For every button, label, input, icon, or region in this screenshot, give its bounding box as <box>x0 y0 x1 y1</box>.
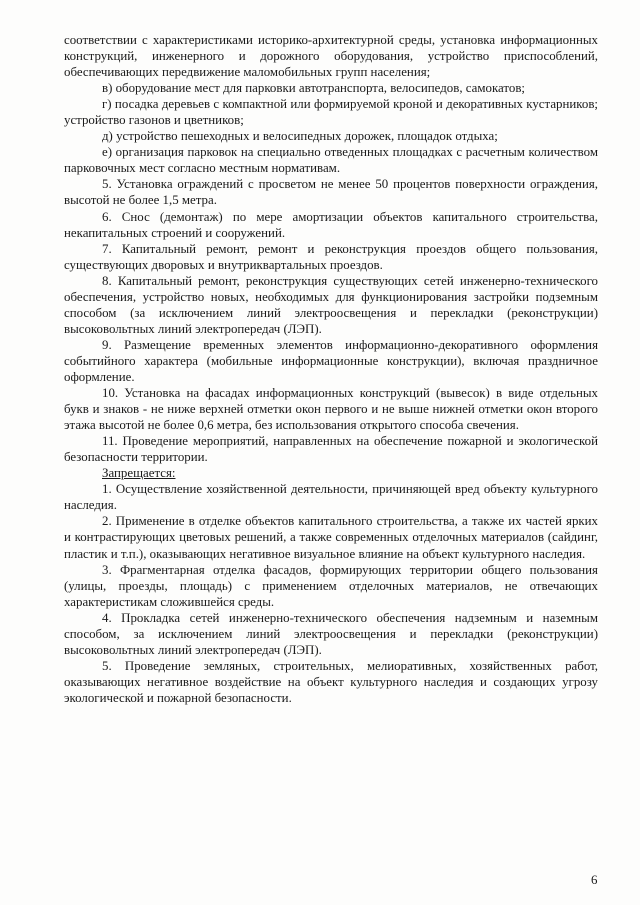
prohibited-clause-2: 2. Применение в отделке объектов капитального строительства, а также их частей ярких и контрастирующих цветовых решений, а также современных отделочных материалов (сайдинг, пластик и т.п.), оказывающих негативное визуальное влияние на объект культурного наследия. <box>64 514 598 561</box>
page-number: 6 <box>591 873 598 887</box>
clause-8: 8. Капитальный ремонт, реконструкция существующих сетей инженерно-технического обеспечения, устройство новых, необходимых для функционирования застройки подземным способом (за исключением линий электроосвещения и перекладки (реконструкции) высоковольтных линий электропередач (ЛЭП). <box>64 273 598 336</box>
prohibited-clause-3: 3. Фрагментарная отделка фасадов, формирующих территории общего пользования (улицы, проезды, площадь) с применением отделочных материалов, не отвечающих характеристикам сложившейся среды. <box>64 562 598 609</box>
list-item-g: г) посадка деревьев с компактной или формируемой кроной и декоративных кустарников; устройство газонов и цветников; <box>64 97 598 128</box>
clause-7: 7. Капитальный ремонт, ремонт и реконструкция проездов общего пользования, существующих дворовых и внутриквартальных проездов. <box>64 241 598 272</box>
list-item-e: е) организация парковок на специально отведенных площадках с расчетным количеством парковочных мест согласно местным нормативам. <box>64 145 598 176</box>
clause-5: 5. Установка ограждений с просветом не менее 50 процентов поверхности ограждения, высотой не более 1,5 метра. <box>64 177 598 208</box>
list-item-v: в) оборудование мест для парковки автотранспорта, велосипедов, самокатов; <box>102 81 526 96</box>
prohibited-clause-5: 5. Проведение земляных, строительных, мелиоративных, хозяйственных работ, оказывающих негативное воздействие на объект культурного наследия и создающих угрозу экологической и пожарной безопасности. <box>64 658 598 705</box>
clause-6: 6. Снос (демонтаж) по мере амортизации объектов капитального строительства, некапитальных строений и сооружений. <box>64 209 598 240</box>
clause-10: 10. Установка на фасадах информационных конструкций (вывесок) в виде отдельных букв и знаков - не ниже верхней отметки окон первого и не выше нижней отметки окон второго этажа высотой не более 0,6 метра, без использования открытого способа свечения. <box>64 386 598 433</box>
prohibited-clause-1: 1. Осуществление хозяйственной деятельности, причиняющей вред объекту культурного наследия. <box>64 482 598 513</box>
clause-9: 9. Размещение временных элементов информационно-декоративного оформления событийного характера (мобильные информационные конструкции), включая праздничное оформление. <box>64 337 598 384</box>
section-heading-text: Запрещается: <box>102 466 176 481</box>
paragraph-continuation: соответствии с характеристиками историко-архитектурной среды, установка информационных конструкций, инженерного и дорожного оборудования, устройство приспособлений, обеспечивающих передвижение маломобильных групп населения; <box>64 33 598 80</box>
list-item-d: д) устройство пешеходных и велосипедных дорожек, площадок отдыха; <box>102 129 498 144</box>
prohibited-clause-4: 4. Прокладка сетей инженерно-технического обеспечения надземным и наземным способом, за исключением линий электроосвещения и перекладки (реконструкции) высоковольтных линий электропередач (ЛЭП). <box>64 610 598 657</box>
section-heading-prohibited <box>64 465 598 481</box>
document-body <box>64 32 598 706</box>
clause-11: 11. Проведение мероприятий, направленных на обеспечение пожарной и экологической безопасности территории. <box>64 434 598 465</box>
